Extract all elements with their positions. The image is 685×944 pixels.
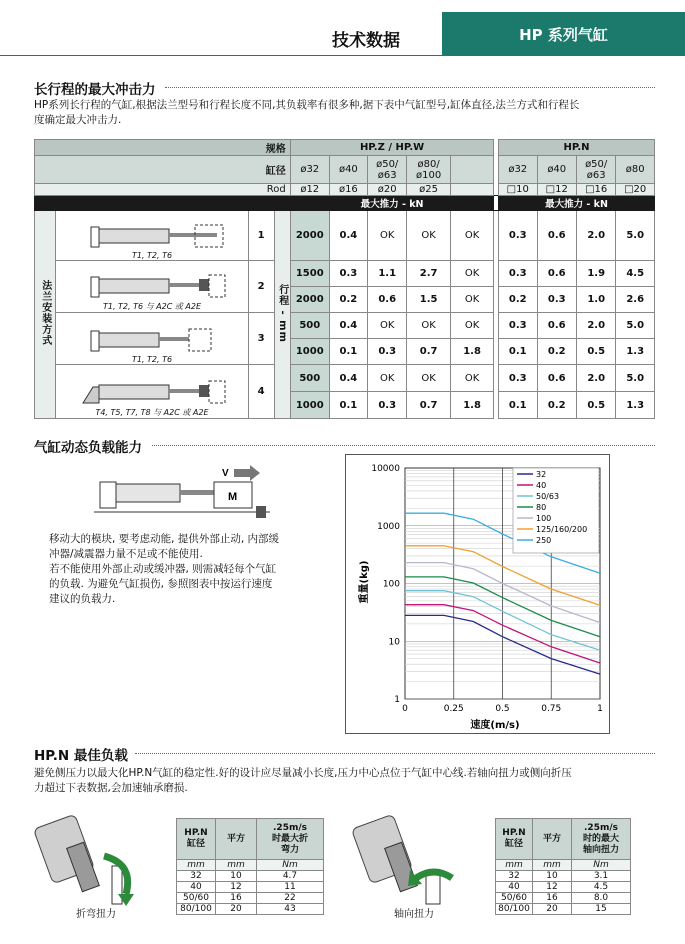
axial-h2: 平方 [533, 819, 572, 860]
axial-r3c2: 16 [533, 893, 572, 904]
chart-legend [513, 468, 599, 553]
section1-desc [34, 98, 664, 128]
cell-r5-a3: 0.7 [407, 339, 450, 365]
bending-u1: mm [177, 860, 216, 871]
cell-r1-b4: 5.0 [616, 211, 655, 261]
axial-r3c1: 50/60 [496, 893, 533, 904]
chart-legend-label: 80 [536, 503, 547, 512]
bending-table [176, 818, 324, 915]
axial-u1: mm [496, 860, 533, 871]
cell-r4-b2: 0.6 [537, 313, 576, 339]
stroke-r2: 1500 [290, 261, 329, 287]
cell-r2-b3: 1.9 [576, 261, 615, 287]
axial-r1c3: 3.1 [572, 871, 631, 882]
axial-r4c1: 80/100 [496, 904, 533, 915]
cell-r6-a1: 0.4 [329, 365, 367, 392]
rod-a-2: ø16 [329, 184, 367, 196]
axial-r2c3: 4.5 [572, 882, 631, 893]
chart-legend-label: 125/160/200 [536, 525, 588, 534]
bending-r1c3: 4.7 [257, 871, 324, 882]
cell-r7-a4: 1.8 [450, 392, 494, 419]
mount-3-num: 3 [248, 313, 274, 365]
rod-label: Rod [35, 184, 291, 196]
section2-desc-line3: 若不能使用外部止动或缓冲器, 则需减轻每个气缸 [49, 563, 277, 575]
cylinder-drawing-2 [77, 269, 227, 301]
bore-b-3: ø50/ ø63 [576, 156, 615, 184]
stroke-r5: 1000 [290, 339, 329, 365]
cell-r5-b4: 1.3 [616, 339, 655, 365]
cell-r4-a4: OK [450, 313, 494, 339]
section2-desc-line5: 建议的负载力. [49, 593, 116, 605]
bending-h3: .25m/s 时最大折 弯力 [257, 819, 324, 860]
bore-a-1: ø32 [290, 156, 329, 184]
section3-title: HP.N 最佳负载 [34, 748, 128, 764]
header-line [0, 55, 442, 56]
mount-2-label: T1, T2, T6 与 A2C 或 A2E [102, 302, 202, 311]
rod-b-2: □12 [537, 184, 576, 196]
chart-x-tick-label: 1 [597, 704, 603, 714]
rod-a-4: ø25 [407, 184, 450, 196]
load-module-drawing [90, 462, 290, 524]
cell-r6-b2: 0.6 [537, 365, 576, 392]
cell-r3-a3: 1.5 [407, 287, 450, 313]
rod-b-4: □20 [616, 184, 655, 196]
section2-desc-line2: 冲器/减震器力量不足或不能使用. [49, 548, 203, 560]
axial-h1: HP.N 缸径 [496, 819, 533, 860]
chart-x-tick-label: 0.5 [495, 704, 510, 714]
mount-1-label: T1, T2, T6 [131, 251, 173, 260]
cell-r1-a4: OK [450, 211, 494, 261]
cell-r2-a4: OK [450, 261, 494, 287]
mount-4-label: T4, T5, T7, T8 与 A2C 或 A2E [95, 408, 209, 417]
cell-r7-a2: 0.3 [367, 392, 406, 419]
bore-label: 缸径 [35, 156, 291, 184]
cell-r6-a4: OK [450, 365, 494, 392]
max-thrust-a: 最大推力 - kN [290, 196, 494, 211]
axial-r2c2: 12 [533, 882, 572, 893]
cell-r1-b3: 2.0 [576, 211, 615, 261]
stroke-r6: 500 [290, 365, 329, 392]
header-tab-title: HP 系列气缸 [519, 25, 608, 44]
section2-desc-line4: 的负载. 为避免气缸损伤, 参照图表中按运行速度 [49, 578, 273, 590]
bending-r4c1: 80/100 [177, 904, 216, 915]
chart-x-tick-label: 0.25 [443, 704, 464, 714]
bending-r3c3: 22 [257, 893, 324, 904]
cell-r2-a3: 2.7 [407, 261, 450, 287]
cell-r1-a1: 0.4 [329, 211, 367, 261]
bending-u2: mm [216, 860, 257, 871]
cell-r3-b2: 0.3 [537, 287, 576, 313]
chart-x-tick-label: 0 [402, 704, 408, 714]
axial-table [495, 818, 631, 915]
chart-y-tick-label: 10000 [371, 464, 400, 474]
cell-r5-a1: 0.1 [329, 339, 367, 365]
cylinder-drawing-1 [77, 219, 227, 251]
spec-label: 规格 [35, 140, 291, 156]
header-tab [442, 12, 685, 56]
cell-r6-a2: OK [367, 365, 406, 392]
cell-r1-a2: OK [367, 211, 406, 261]
axial-r1c2: 10 [533, 871, 572, 882]
mount-2-cell [56, 261, 248, 313]
max-thrust-b: 最大推力 - kN [499, 196, 655, 211]
cell-r2-b1: 0.3 [499, 261, 538, 287]
cell-r7-a3: 0.7 [407, 392, 450, 419]
stroke-label-cell [274, 211, 290, 419]
bore-b-2: ø40 [537, 156, 576, 184]
cell-r3-b1: 0.2 [499, 287, 538, 313]
bending-r1c1: 32 [177, 871, 216, 882]
cell-r1-b2: 0.6 [537, 211, 576, 261]
flange-label: 法兰安装方式 [39, 280, 51, 346]
bending-r1c2: 10 [216, 871, 257, 882]
axial-r4c2: 20 [533, 904, 572, 915]
cell-r2-a1: 0.3 [329, 261, 367, 287]
bending-u3: Nm [257, 860, 324, 871]
section2-title: 气缸动态负载能力 [34, 440, 142, 456]
cell-r2-b4: 4.5 [616, 261, 655, 287]
axial-r2c1: 40 [496, 882, 533, 893]
mount-4-cell [56, 365, 248, 419]
cell-r5-a4: 1.8 [450, 339, 494, 365]
mount-3-label: T1, T2, T6 [131, 355, 173, 364]
cell-r7-b1: 0.1 [499, 392, 538, 419]
bending-r3c2: 16 [216, 893, 257, 904]
cell-r4-a2: OK [367, 313, 406, 339]
module-label: M [228, 491, 238, 503]
cell-r5-b1: 0.1 [499, 339, 538, 365]
cell-r1-b1: 0.3 [499, 211, 538, 261]
cell-r3-b3: 1.0 [576, 287, 615, 313]
axial-r4c3: 15 [572, 904, 631, 915]
cell-r3-a1: 0.2 [329, 287, 367, 313]
cell-r3-b4: 2.6 [616, 287, 655, 313]
bore-a-2: ø40 [329, 156, 367, 184]
mount-4-num: 4 [248, 365, 274, 419]
mount-2-num: 2 [248, 261, 274, 313]
cell-r2-b2: 0.6 [537, 261, 576, 287]
chart-y-tick-label: 100 [382, 579, 400, 590]
chart-y-tick-label: 10 [388, 637, 400, 648]
axial-r1c1: 32 [496, 871, 533, 882]
cylinder-drawing-4 [77, 375, 227, 407]
chart-y-tick-label: 1000 [377, 521, 400, 532]
cell-r4-b3: 2.0 [576, 313, 615, 339]
section2-rule [152, 445, 655, 446]
cell-r6-b1: 0.3 [499, 365, 538, 392]
velocity-label: V [222, 468, 229, 479]
cell-r4-b1: 0.3 [499, 313, 538, 339]
cell-r4-a1: 0.4 [329, 313, 367, 339]
bending-r4c2: 20 [216, 904, 257, 915]
section3-rule [135, 753, 655, 754]
bending-r2c3: 11 [257, 882, 324, 893]
thrust-table [34, 139, 655, 419]
velocity-arrow-icon [234, 465, 260, 481]
chart-legend-label: 40 [536, 481, 547, 490]
flange-label-cell [35, 211, 56, 419]
bending-r4c3: 43 [257, 904, 324, 915]
rod-a-3: ø20 [367, 184, 406, 196]
bending-r3c1: 50/60 [177, 893, 216, 904]
rod-a-1: ø12 [290, 184, 329, 196]
cell-r1-a3: OK [407, 211, 450, 261]
section1-title: 长行程的最大冲击力 [34, 82, 156, 98]
axial-u3: Nm [572, 860, 631, 871]
section3-desc-line2: 力超过下表数据,会加速轴承磨损. [34, 782, 188, 794]
axial-u2: mm [533, 860, 572, 871]
mount-1-cell [56, 211, 248, 261]
section3-desc [34, 766, 664, 796]
bore-b-4: ø80 [616, 156, 655, 184]
chart-legend-label: 32 [536, 470, 547, 479]
cell-r7-b3: 0.5 [576, 392, 615, 419]
cell-r6-a3: OK [407, 365, 450, 392]
rod-b-1: □10 [499, 184, 538, 196]
axial-r3c3: 8.0 [572, 893, 631, 904]
cell-r4-b4: 5.0 [616, 313, 655, 339]
bending-r2c2: 12 [216, 882, 257, 893]
cell-r7-a1: 0.1 [329, 392, 367, 419]
bending-caption: 折弯扭力 [76, 909, 116, 920]
bore-a-4: ø80/ ø100 [407, 156, 450, 184]
stroke-r4: 500 [290, 313, 329, 339]
bending-h2: 平方 [216, 819, 257, 860]
stroke-r1: 2000 [290, 211, 329, 261]
section2-desc [49, 532, 319, 607]
cylinder-drawing-3 [77, 323, 227, 355]
bending-r2c1: 40 [177, 882, 216, 893]
load-speed-chart [345, 454, 610, 734]
mount-1-num: 1 [248, 211, 274, 261]
stroke-r7: 1000 [290, 392, 329, 419]
section3-desc-line1: 避免侧压力以最大化HP.N气缸的稳定性.好的设计应尽量减小长度,压力中心点位于气缸中心线.若轴向扭力或侧向折压 [34, 767, 572, 779]
cell-r6-b3: 2.0 [576, 365, 615, 392]
chart-legend-label: 250 [536, 536, 552, 545]
cell-r4-a3: OK [407, 313, 450, 339]
chart-x-tick-label: 0.75 [541, 704, 562, 714]
bore-b-1: ø32 [499, 156, 538, 184]
section1-desc-line2: 度确定最大冲击力. [34, 114, 122, 126]
cell-r5-b2: 0.2 [537, 339, 576, 365]
section1-rule [165, 87, 655, 88]
page-title: 技术数据 [332, 31, 400, 51]
series-a-header: HP.Z / HP.W [290, 140, 494, 156]
section1-desc-line1: HP系列长行程的气缸,根据法兰型号和行程长度不同,其负载率有很多种,据下表中气缸型号,缸体直径,法兰方式和行程长 [34, 99, 580, 111]
cell-r3-a4: OK [450, 287, 494, 313]
axial-h3: .25m/s 时的最大 轴向扭力 [572, 819, 631, 860]
cell-r2-a2: 1.1 [367, 261, 406, 287]
series-b-header: HP.N [499, 140, 655, 156]
section2-desc-line1: 移动大的模块, 要考虑动能, 提供外部止动, 内部缓 [49, 533, 280, 545]
cell-r7-b2: 0.2 [537, 392, 576, 419]
chart-legend-label: 100 [536, 514, 552, 523]
stroke-r3: 2000 [290, 287, 329, 313]
chart-legend-label: 50/63 [536, 492, 560, 501]
rod-b-3: □16 [576, 184, 615, 196]
cell-r7-b4: 1.3 [616, 392, 655, 419]
bending-h1: HP.N 缸径 [177, 819, 216, 860]
mount-3-cell [56, 313, 248, 365]
bore-a-3: ø50/ ø63 [367, 156, 406, 184]
chart-xlabel: 速度(m/s) [470, 720, 520, 731]
cell-r5-b3: 0.5 [576, 339, 615, 365]
axial-caption: 轴向扭力 [394, 909, 434, 920]
cell-r5-a2: 0.3 [367, 339, 406, 365]
chart-ylabel: 重量(kg) [359, 560, 370, 604]
stroke-label: 行程 - mm [276, 283, 288, 343]
chart-y-tick-label: 1 [394, 695, 400, 705]
cell-r3-a2: 0.6 [367, 287, 406, 313]
cell-r6-b4: 5.0 [616, 365, 655, 392]
